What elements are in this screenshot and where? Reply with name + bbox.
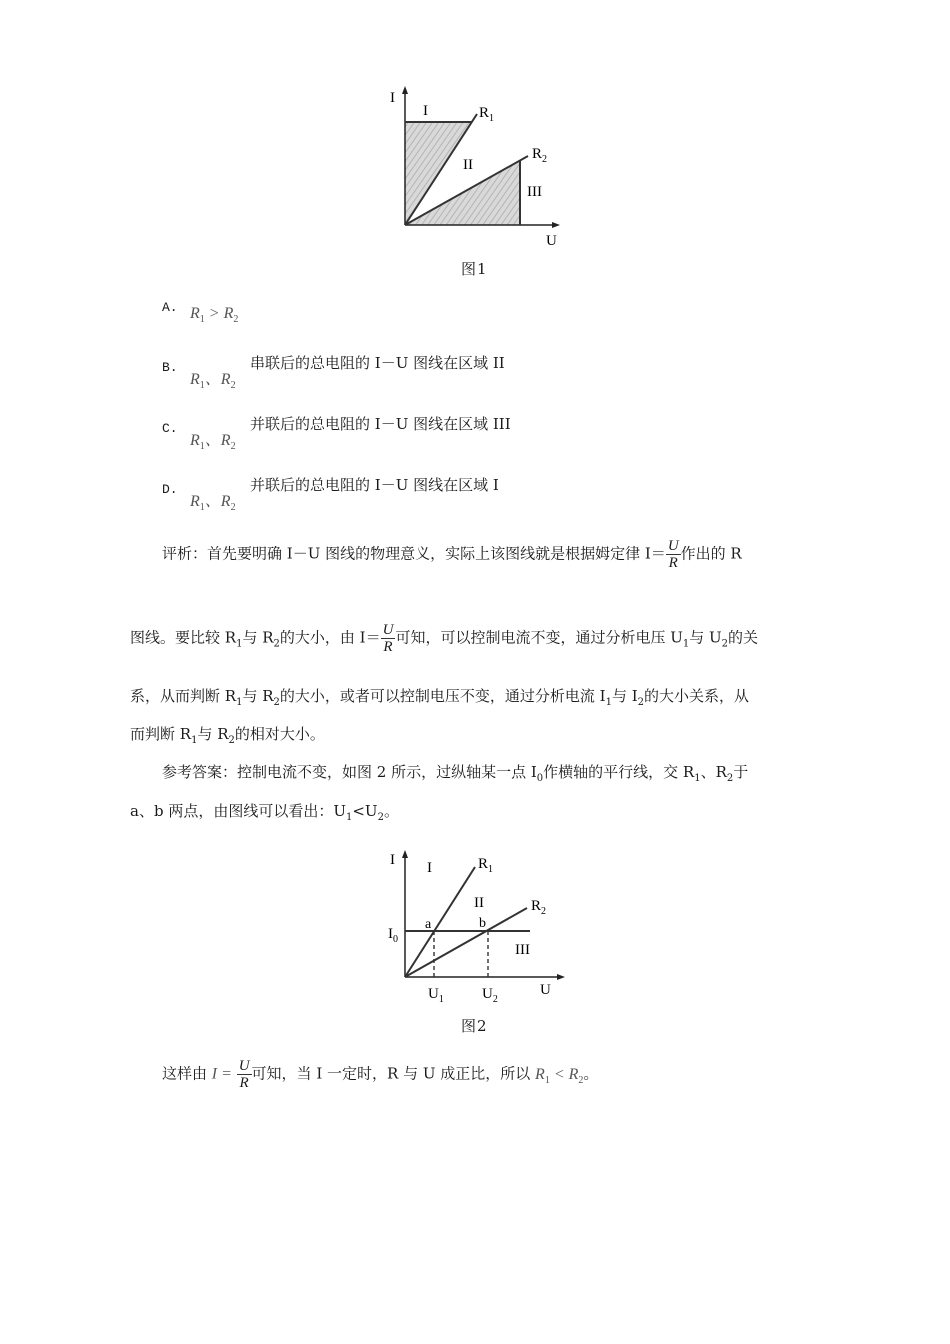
r2-label: $R_2$ bbox=[532, 146, 548, 165]
y-axis-arrow bbox=[402, 850, 408, 858]
conclusion-line: 这样由 I = $\frac{U}{R}$ 可知，当 I 一定时，R 与 U 成正比，所以 $R_1 < R_2$。 bbox=[162, 1058, 599, 1091]
conclusion-inequality: $R_1 < R_2$ bbox=[535, 1065, 584, 1086]
region-2-label: II bbox=[463, 157, 473, 173]
figure-1 bbox=[370, 80, 570, 255]
x-axis-label: U bbox=[546, 233, 557, 249]
x-axis-arrow bbox=[552, 222, 560, 228]
option-letter: B. bbox=[162, 360, 178, 375]
option-d bbox=[162, 478, 178, 497]
figure-1-caption: 图1 bbox=[461, 260, 488, 278]
analysis-line-4: 而判断 $R_1$与 $R_2$的相对大小。 bbox=[130, 725, 325, 746]
option-c bbox=[162, 417, 178, 436]
region-1-label: I bbox=[427, 860, 432, 876]
option-b-text: 串联后的总电阻的 I－U 图线在区域 II bbox=[250, 354, 505, 372]
point-a-label: a bbox=[425, 917, 432, 932]
region-1-label: I bbox=[423, 103, 428, 119]
ohm-fraction: $\frac{U}{R}$ bbox=[238, 1058, 250, 1091]
answer-line-1: 参考答案：控制电流不变，如图 2 所示，过纵轴某一点 $I_0$作横轴的平行线，交 $R_1$、$R_2$于 bbox=[162, 763, 749, 784]
u1-label: $U_1$ bbox=[428, 986, 444, 1005]
answer-line-2: a、b 两点，由图线可以看出：$U_1<U_2$。 bbox=[130, 802, 399, 823]
r2-line bbox=[405, 908, 527, 977]
conclusion-formula: I = bbox=[211, 1065, 232, 1083]
analysis-line-3: 系，从而判断 $R_1$与 $R_2$的大小，或者可以控制电压不变，通过分析电流 $I_1$与 $I_2$的大小关系，从 bbox=[130, 687, 750, 708]
y-axis-arrow bbox=[402, 86, 408, 94]
x-axis-label: U bbox=[540, 982, 551, 998]
option-a bbox=[162, 296, 178, 315]
option-letter: C. bbox=[162, 421, 178, 436]
option-b-math: $R_1$、$R_2$ bbox=[190, 371, 236, 392]
point-b-label: b bbox=[479, 916, 486, 931]
option-d-math: $R_1$、$R_2$ bbox=[190, 493, 236, 514]
option-c-math: $R_1$、$R_2$ bbox=[190, 432, 236, 453]
option-a-math: $R_1 > R_2$ bbox=[190, 305, 239, 326]
region-2-label: II bbox=[474, 895, 484, 911]
option-c-text: 并联后的总电阻的 I－U 图线在区域 III bbox=[250, 415, 511, 433]
i0-label: $I_0$ bbox=[388, 926, 398, 945]
option-d-text: 并联后的总电阻的 I－U 图线在区域 I bbox=[250, 476, 499, 494]
option-b bbox=[162, 356, 178, 375]
r1-label: $R_1$ bbox=[478, 856, 494, 875]
y-axis-label: I bbox=[390, 852, 395, 868]
figure-2-caption: 图2 bbox=[461, 1017, 488, 1035]
option-letter: A. bbox=[162, 300, 178, 315]
r1-label: $R_1$ bbox=[479, 105, 495, 124]
y-axis-label: I bbox=[390, 90, 395, 106]
analysis-line-2: 图线。要比较 $R_1$与 $R_2$的大小，由 I＝ $\frac{U}{R}$ 可知，可以控制电流不变，通过分析电压 $U_1$与 $U_2$的关 bbox=[130, 622, 759, 655]
x-axis-arrow bbox=[557, 974, 565, 980]
region-3-label: III bbox=[515, 942, 530, 958]
r1-line bbox=[405, 867, 475, 977]
u2-label: $U_2$ bbox=[482, 986, 498, 1005]
option-letter: D. bbox=[162, 482, 178, 497]
ohm-fraction: $\frac{U}{R}$ bbox=[667, 538, 679, 571]
analysis-line-1: 评析：首先要明确 I－U 图线的物理意义，实际上该图线就是根据姆定律 I＝ $\frac{U}{R}$ 作出的 R bbox=[162, 538, 742, 571]
ohm-fraction: $\frac{U}{R}$ bbox=[382, 622, 394, 655]
region-3-label: III bbox=[527, 184, 542, 200]
figure-2 bbox=[370, 842, 570, 1012]
r2-label: $R_2$ bbox=[531, 898, 547, 917]
